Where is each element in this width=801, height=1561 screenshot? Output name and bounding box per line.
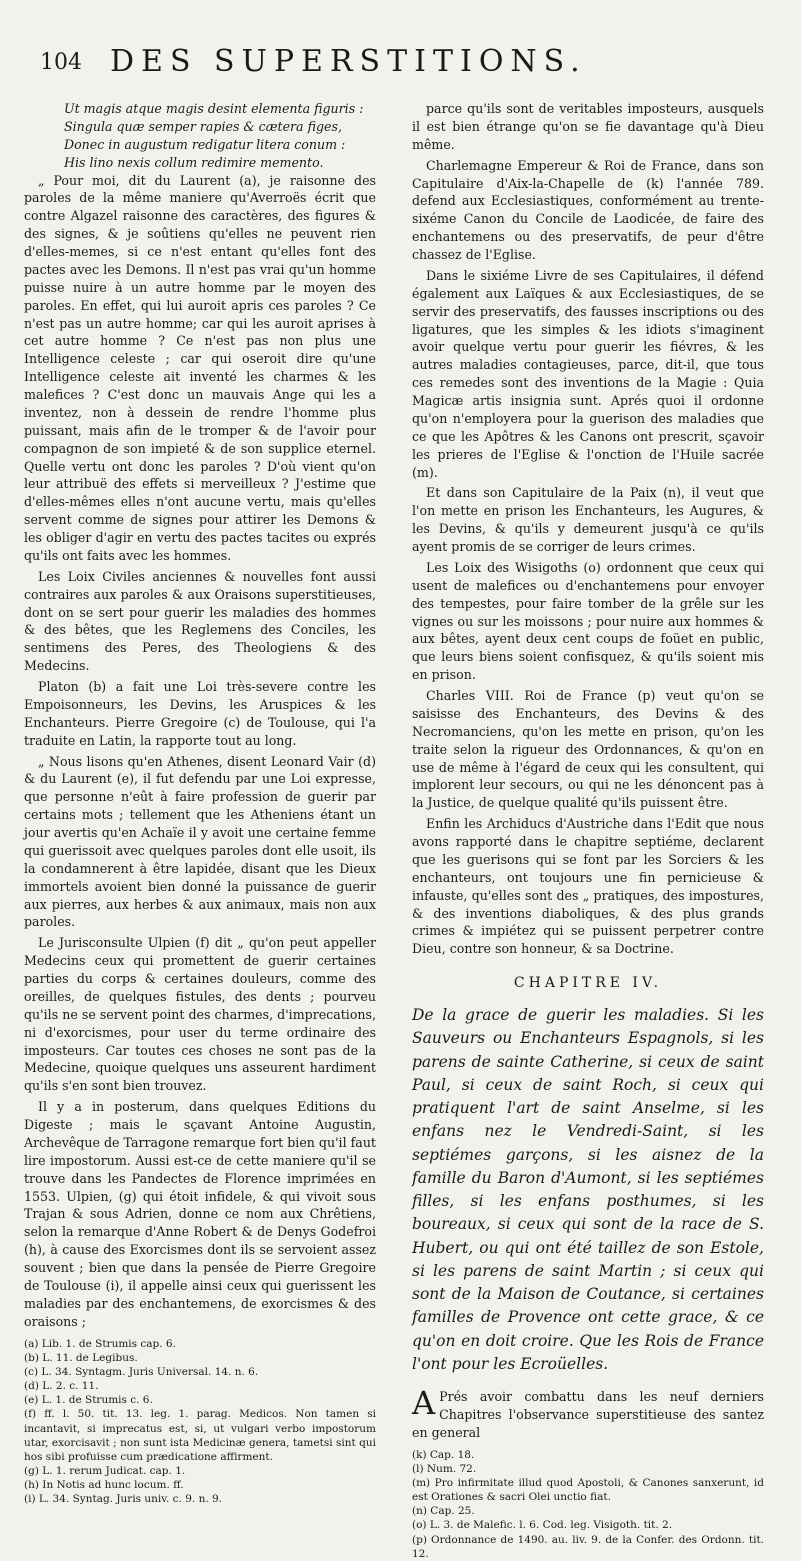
paragraph: Platon (b) a fait une Loi très-severe contre les Empoisonneurs, les Devins, les Aruspices & les Enchanteurs. Pierre Gregoire (c) de Toulouse, qui l'a traduite en Latin, la rapporte tout au long.	[24, 679, 376, 748]
footnotes-right	[412, 1448, 764, 1561]
right-column	[412, 100, 764, 1561]
paragraph: parce qu'ils sont de veritables imposteurs, ausquels il est bien étrange qu'on se fie davantage qu'à Dieu même.	[412, 101, 764, 152]
paragraph: Dans le sixiéme Livre de ses Capitulaires, il défend également aux Laïques & aux Ecclesiastiques, de se servir des preservatifs, des fausses inscriptions ou des ligatures, que les simples & les idiots s'imaginent avoir quelque vertu pour guerir les fiévres, & les autres maladies contagieuses, parce, dit-il, que tous ces remedes sont des inventions de la Magie : Quia Magicæ artis insignia sunt. Aprés quoi il ordonne qu'on n'employera pour la guerison des maladies que ce que les Apôtres & les Canons ont prescrit, sçavoir les prieres de l'Eglise & l'onction de l'Huile sacrée (m).	[412, 267, 764, 480]
paragraph: „ Pour moi, dit du Laurent (a), je raisonne des paroles de la même maniere qu'Averroës écrit que contre Algazel raisonne des caractères, des figures & des signes, & je soûtiens qu'elles ne peuvent rien d'elles-memes, si ce n'est entant qu'elles font des pactes avec les Demons. Il n'est pas vrai qu'un homme puisse nuire à un autre homme par le moyen des paroles. En effet, qui lui auroit apris ces paroles ? Ce n'est pas un autre homme; car qui les auroit aprises à cet autre homme ? Ce n'est pas non plus une Intelligence celeste ; car qui oseroit dire qu'une Intelligence celeste ait inventé les charmes & les malefices ? C'est donc un mauvais Ange qui les a inventez, non à dessein de rendre l'homme plus puissant, mais afin de le tromper & de l'avoir pour compagnon de son impieté & de son supplice eternel. Quelle vertu ont donc les paroles ? D'où vient qu'on leur attribuë des effets si merveilleux ? J'estime que d'elles-mêmes elles n'ont aucune vertu, mais qu'elles servent comme de signes pour attirer les Demons & les obliger d'agir en vertu des pactes tacites ou exprés qu'ils ont faits avec les hommes.	[24, 172, 376, 563]
footnote: (d) L. 2. c. 11.	[24, 1380, 99, 1393]
page-header	[40, 40, 761, 84]
paragraph: Enfin les Archiducs d'Austriche dans l'Edit que nous avons rapporté dans le chapitre septiéme, declarent que les guerisons qui se font par les Sorciers & les enchanteurs, ont toujours une fin pernicieuse & infauste, qu'elles sont des „ pratiques, des impostures, & des inventions diaboliques, & des plus grands crimes & impiétez qui se puissent perpetrer contre Dieu, contre son honneur, & sa Doctrine.	[412, 816, 764, 957]
paragraph: Les Loix des Wisigoths (o) ordonnent que ceux qui usent de malefices ou d'enchantemens pour envoyer des tempestes, pour faire tomber de la grêle sur les vignes ou sur les moissons ; pour nuire aux hommes & aux bêtes, ayent deux cent coups de foüet en public, que leurs biens soient confisquez, & qu'ils soient mis en prison.	[412, 559, 764, 683]
paragraph: Et dans son Capitulaire de la Paix (n), il veut que l'on mette en prison les Enchanteurs, les Augures, & les Devins, & qu'ils y demeurent jusqu'à ce qu'ils ayent promis de se corriger de leurs crimes.	[412, 485, 764, 554]
paragraph: „ Nous lisons qu'en Athenes, disent Leonard Vair (d) & du Laurent (e), il fut defendu par une Loi expresse, que personne n'eût à faire profession de guerir par certains mots ; tellement que les Atheniens étant un jour avertis qu'en Achaïe il y avoit une certaine femme qui guerissoit avec quelques paroles dont elle usoit, ils la condamnerent à être lapidée, disant que les Dieux immortels avoient bien donné la puissance de guerir aux pierres, aux herbes & aux animaux, mais non aux paroles.	[24, 753, 376, 930]
verse-line: Ut magis atque magis desint elementa figuris :	[64, 101, 364, 116]
footnote: (g) L. 1. rerum Judicat. cap. 1.	[24, 1465, 186, 1478]
footnote: (b) L. 11. de Legibus.	[24, 1351, 138, 1364]
verse-line: Singula quæ semper rapies & cætera figes,	[64, 118, 342, 134]
footnote: (k) Cap. 18.	[412, 1448, 475, 1461]
paragraph: Il y a in posterum, dans quelques Editions du Digeste ; mais le sçavant Antoine Augustin, Archevêque de Tarragone remarque fort bien qu'il faut lire impostorum. Aussi est-ce de cette maniere qu'il se trouve dans les Pandectes de Florence imprimées en 1553. Ulpien, (g) qui étoit infidele, & qui vivoit sous Trajan & sous Adrien, donne ce nom aux Chrêtiens, selon la remarque d'Anne Robert & de Denys Godefroi (h), à cause des Exorcismes dont ils se servoient assez souvent ; bien que dans la pensée de Pierre Gregoire de Toulouse (i), il appelle ainsi ceux qui guerissent les maladies par des enchantemens, de exorcismes & des oraisons ;	[24, 1099, 376, 1329]
paragraph: Les Loix Civiles anciennes & nouvelles font aussi contraires aux paroles & aux Oraisons superstitieuses, dont on se sert pour guerir les maladies des hommes & des bêtes, que les Reglemens des Conciles, les sentimens des Peres, des Theologiens & des Medecins.	[24, 568, 376, 674]
paragraph: Charlemagne Empereur & Roi de France, dans son Capitulaire d'Aix-la-Chapelle de (k) l'année 789. defend aux Ecclesiastiques, conformément au trente-sixéme Canon du Concile de Laodicée, de faire des enchantemens ou des preservatifs, de peur d'être chassez de l'Eglise.	[412, 157, 764, 262]
footnote: (i) L. 34. Syntag. Juris univ. c. 9. n. 9.	[24, 1493, 223, 1506]
left-column	[24, 100, 376, 1507]
chapter-opening	[412, 1384, 764, 1442]
footnote: (c) L. 34. Syntagm. Juris Universal. 14. n. 6.	[24, 1365, 259, 1378]
footnotes-left	[24, 1337, 376, 1507]
chapter-opening-text: Prés avoir combattu dans les neuf derniers Chapitres l'observance superstitieuse des santez en general	[412, 1389, 764, 1440]
footnote: (h) In Notis ad hunc locum. ff.	[24, 1479, 184, 1492]
footnote: (o) L. 3. de Malefic. l. 6. Cod. leg. Visigoth. tit. 2.	[412, 1519, 673, 1532]
chapter-title: De la grace de guerir les maladies. Si les Sauveurs ou Enchanteurs Espagnols, si les parens de sainte Catherine, si ceux de saint Paul, si ceux de saint Roch, si ceux qui pratiquent l'art de saint Anselme, si les enfans nez le Vendredi-Saint, si les septiémes garçons, si les aisnez de la famille du Baron d'Aumont, si les septiémes filles, si les enfans posthumes, si les boureaux, si ceux qui sont de la race de S. Hubert, ou qui ont été taillez de son Estole, si les parens de saint Martin ; si ceux qui sont de la Maison de Coutance, si certaines familles de Provence ont cette grace, & ce qu'on en doit croire. Que les Rois de France l'ont pour les Ecroüelles.	[412, 1006, 764, 1373]
footnote: (a) Lib. 1. de Strumis cap. 6.	[24, 1337, 176, 1350]
running-title: DES SUPERSTITIONS.	[110, 44, 587, 79]
latin-verse	[24, 100, 376, 172]
footnote: (n) Cap. 25.	[412, 1505, 475, 1518]
verse-line: His lino nexis collum redimire memento.	[64, 154, 324, 170]
footnote: (e) L. 1. de Strumis c. 6.	[24, 1394, 153, 1407]
footnote: (l) Num. 72.	[412, 1462, 477, 1475]
verse-line: Donec in augustum redigatur litera conum :	[64, 136, 346, 152]
drop-cap: A	[412, 1384, 436, 1422]
footnote: (m) Pro infirmitate illud quod Apostoli, & Canones sanxerunt, id est Orationes & sacri Olei unctio fiat.	[412, 1476, 764, 1504]
chapter-heading: CHAPITRE IV.	[513, 975, 663, 992]
footnote: (f) ff. l. 50. tit. 13. leg. 1. parag. Medicos. Non tamen si incantavit, si imprecatus est, si, ut vulgari verbo impostorum utar, exorcisavit ; non sunt ista Medicinæ genera, tametsi sint qui hos sibi profuisse cum prædicatione affirment.	[24, 1408, 376, 1463]
page-number: 104	[40, 50, 82, 75]
footnote: (p) Ordonnance de 1490. au. liv. 9. de la Confer. des Ordonn. tit. 12.	[412, 1533, 764, 1560]
paragraph: Le Jurisconsulte Ulpien (f) dit „ qu'on peut appeller Medecins ceux qui promettent de guerir certaines parties du corps & certaines douleurs, comme des oreilles, de quelques fistules, des dents ; pourveu qu'ils ne se servent point des charmes, d'imprecations, ni d'exorcismes, pour user du terme ordinaire des imposteurs. Car toutes ces choses ne sont pas de la Medecine, quoique quelques uns asseurent hardiment qu'ils s'en sont bien trouvez.	[24, 935, 376, 1094]
paragraph: Charles VIII. Roi de France (p) veut qu'on se saisisse des Enchanteurs, des Devins & des Necromanciens, qu'on les mette en prison, qu'on les traite selon la rigueur des Ordonnances, & qu'on en use de même à l'égard de ceux qui les consultent, qui implorent leur secours, ou qui ne les dénoncent pas à la Justice, de quelque qualité qu'ils puissent être.	[412, 688, 764, 811]
